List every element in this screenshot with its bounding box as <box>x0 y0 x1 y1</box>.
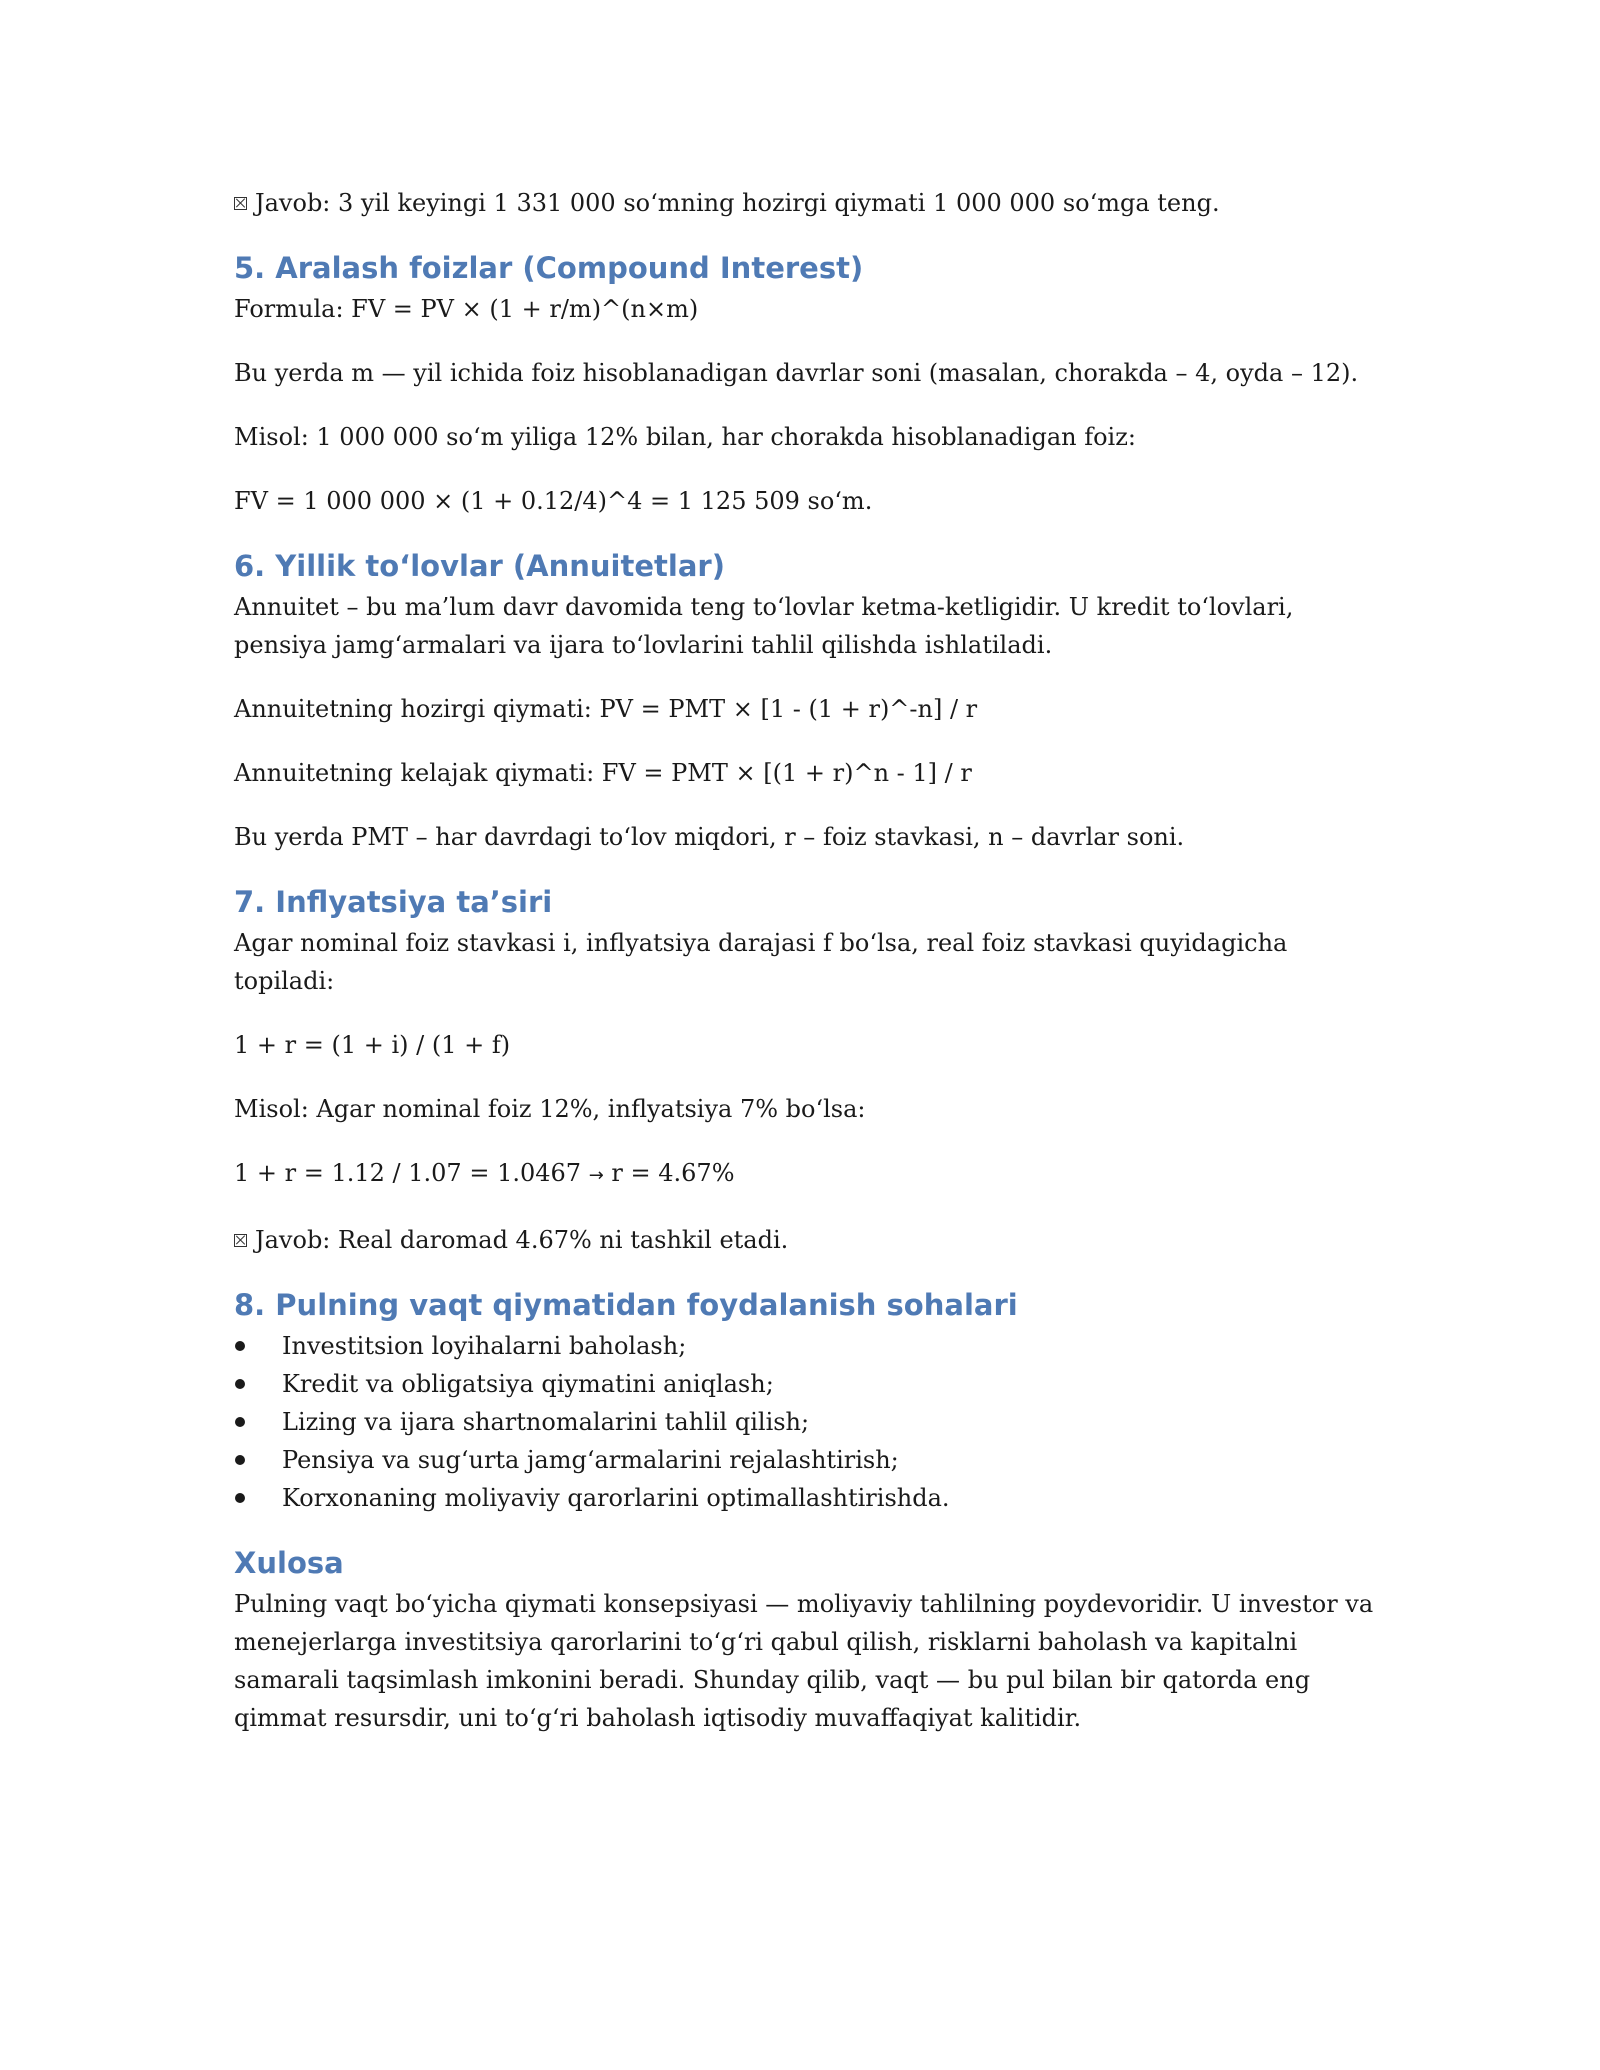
paragraph: Misol: 1 000 000 so‘m yiliga 12% bilan, har chorakda hisoblanadigan foiz: <box>234 423 1136 451</box>
answer-line: Javob: Real daromad 4.67% ni tashkil etadi. <box>234 1221 1374 1259</box>
bullet-icon <box>235 1455 245 1465</box>
paragraph: Agar nominal foiz stavkasi i, inflyatsiya darajasi f bo‘lsa, real foiz stavkasi quyidagicha topiladi: <box>234 929 1288 995</box>
paragraph: Annuitet – bu ma’lum davr davomida teng to‘lovlar ketma-ketligidir. U kredit to‘lovlari, pensiya jamg‘armalari va ijara to‘lovlarini tahlil qilishda ishlatiladi. <box>234 593 1294 659</box>
formula-line: Formula: FV = PV × (1 + r/m)^(n×m) <box>234 295 699 323</box>
paragraph: Bu yerda m — yil ichida foiz hisoblanadigan davrlar soni (masalan, chorakda – 4, oyda – 12). <box>234 359 1359 387</box>
formula-line: Annuitetning hozirgi qiymati: PV = PMT × [1 - (1 + r)^-n] / r <box>234 695 978 723</box>
paragraph: Pulning vaqt bo‘yicha qiymati konsepsiyasi — moliyaviy tahlilning poydevoridir. U investor va menejerlarga investitsiya qarorlarini to‘g‘ri qabul qilish, risklarni baholash va kapitalni samarali taqsimlash imkonini beradi. Shunday qilib, vaqt — bu pul bilan bir qatorda eng qimmat resursdir, uni to‘g‘ri baholash iqtisodiy muvaffaqiyat kalitidir. <box>234 1590 1374 1732</box>
formula-line: 1 + r = 1.12 / 1.07 = 1.0467 → r = 4.67% <box>234 1159 735 1187</box>
list-item: Kredit va obligatsiya qiymatini aniqlash; <box>234 1365 1374 1403</box>
paragraph: Misol: Agar nominal foiz 12%, inflyatsiya 7% bo‘lsa: <box>234 1095 866 1123</box>
document-page <box>234 184 1374 1763</box>
bullet-icon <box>235 1417 245 1427</box>
section-heading: 6. Yillik to‘lovlar (Annuitetlar) <box>234 549 725 583</box>
section-heading: 7. Inflyatsiya ta’siri <box>234 885 553 919</box>
section-heading: 5. Aralash foizlar (Compound Interest) <box>234 251 864 285</box>
checkbox-icon <box>234 1234 247 1247</box>
list-item: Lizing va ijara shartnomalarini tahlil qilish; <box>234 1403 1374 1441</box>
checkbox-icon <box>234 197 247 210</box>
list-item: Investitsion loyihalarni baholash; <box>234 1327 1374 1365</box>
section-heading: 8. Pulning vaqt qiymatidan foydalanish sohalari <box>234 1288 1018 1322</box>
formula-line: 1 + r = (1 + i) / (1 + f) <box>234 1031 511 1059</box>
bullet-list <box>234 1327 1374 1517</box>
section-heading: Xulosa <box>234 1546 344 1580</box>
formula-line: Annuitetning kelajak qiymati: FV = PMT × [(1 + r)^n - 1] / r <box>234 759 972 787</box>
list-item: Korxonaning moliyaviy qarorlarini optimallashtirishda. <box>234 1479 1374 1517</box>
list-item: Pensiya va sug‘urta jamg‘armalarini rejalashtirish; <box>234 1441 1374 1479</box>
answer-line: Javob: 3 yil keyingi 1 331 000 so‘mning hozirgi qiymati 1 000 000 so‘mga teng. <box>234 184 1374 222</box>
formula-line: FV = 1 000 000 × (1 + 0.12/4)^4 = 1 125 509 so‘m. <box>234 487 873 515</box>
bullet-icon <box>235 1493 245 1503</box>
bullet-icon <box>235 1379 245 1389</box>
bullet-icon <box>235 1341 245 1351</box>
arrow-icon: → <box>588 1165 604 1186</box>
paragraph: Bu yerda PMT – har davrdagi to‘lov miqdori, r – foiz stavkasi, n – davrlar soni. <box>234 823 1185 851</box>
